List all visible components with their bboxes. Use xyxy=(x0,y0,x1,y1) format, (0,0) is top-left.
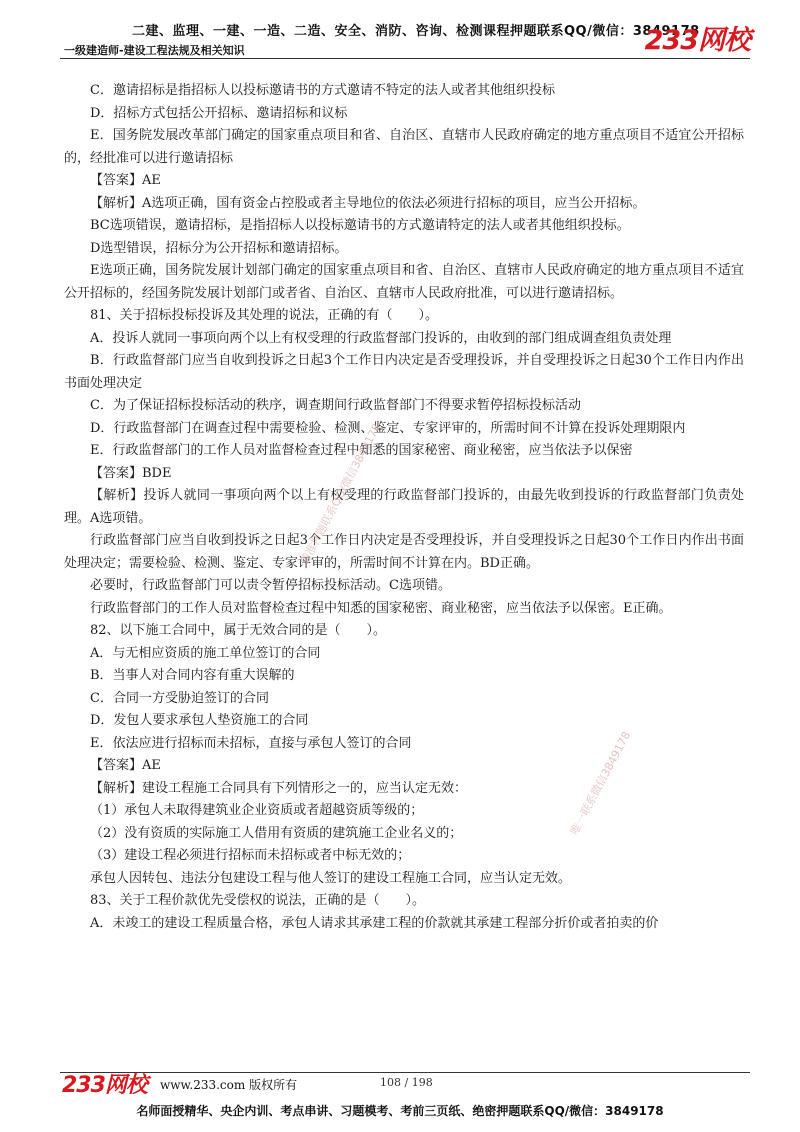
paragraph: B．行政监督部门应当自收到投诉之日起3个工作日内决定是否受理投诉，并自受理投诉之日起30个工作日内作出书面处理决定 xyxy=(64,353,744,391)
header-promo-line: 二建、监理、一建、一造、二造、安全、消防、咨询、检测课程押题联系QQ/微信：3849178 xyxy=(132,24,700,39)
paragraph: D选型错误，招标分为公开招标和邀请招标。 xyxy=(90,240,348,256)
paragraph: 【答案】BDE xyxy=(90,465,172,481)
header-logo: 233网校 xyxy=(644,25,750,56)
paragraph: D．行政监督部门在调查过程中需要检验、检测、鉴定、专家评审的，所需时间不计算在投诉处理期限内 xyxy=(90,420,686,436)
paragraph: （3）建设工程必须进行招标而未招标或者中标无效的； xyxy=(90,848,411,863)
paragraph: （1）承包人未取得建筑业企业资质或者超越资质等级的； xyxy=(90,803,424,818)
footer-logo: 233网校 xyxy=(62,1073,147,1098)
footer-copyright: www.233.com 版权所有 xyxy=(160,1078,298,1092)
header-subtitle: 一级建造师-建设工程法规及相关知识 xyxy=(64,44,245,57)
paragraph: 82、以下施工合同中，属于无效合同的是（ ）。 xyxy=(90,623,387,638)
paragraph: E选项正确，国务院发展计划部门确定的国家重点项目和省、自治区、直辖市人民政府确定的地方重点项目不适宜公开招标的，经国务院发展计划部门或者省、自治区、直辖市人民政府批准，可以进行邀请招标。 xyxy=(64,263,744,301)
paragraph: A．投诉人就同一事项向两个以上有权受理的行政监督部门投诉的，由收到的部门组成调查组负责处理 xyxy=(90,330,672,346)
paragraph: BC选项错误，邀请招标，是指招标人以投标邀请书的方式邀请特定的法人或者其他组织投标。 xyxy=(90,218,630,233)
paragraph: B．当事人对合同内容有重大误解的 xyxy=(90,668,295,683)
page-number: 108 / 198 xyxy=(380,1076,433,1089)
paragraph: A．与无相应资质的施工单位签订的合同 xyxy=(90,645,321,661)
paragraph: 承包人因转包、违法分包建设工程与他人签订的建设工程施工合同，应当认定无效。 xyxy=(90,870,572,886)
paragraph: D．招标方式包括公开招标、邀请招标和议标 xyxy=(90,105,348,121)
paragraph: C．邀请招标是指招标人以投标邀请书的方式邀请不特定的法人或者其他组织投标 xyxy=(90,83,555,98)
paragraph: 【答案】AE xyxy=(90,173,161,188)
footer-promo-line: 名师面授精华、央企内训、考点串讲、习题模考、考前三页纸、绝密押题联系QQ/微信：3849178 xyxy=(136,1104,664,1118)
paragraph: 【解析】A选项正确，国有资金占控股或者主导地位的依法必须进行招标的项目，应当公开招标。 xyxy=(90,195,646,211)
document-body xyxy=(64,80,744,935)
paragraph: （2）没有资质的实际施工人借用有资质的建筑施工企业名义的； xyxy=(90,825,463,841)
header-divider xyxy=(60,58,750,59)
paragraph: 行政监督部门的工作人员对监督检查过程中知悉的国家秘密、商业秘密，应当依法予以保密。E正确。 xyxy=(90,600,672,616)
watermark-text: 精准押题联系QQ/微信3849178 xyxy=(297,421,384,568)
paragraph: C．为了保证招标投标活动的秩序，调查期间行政监督部门不得要求暂停招标投标活动 xyxy=(90,398,581,413)
footer-divider xyxy=(60,1072,750,1073)
paragraph: 【答案】AE xyxy=(90,758,161,773)
watermark-text: 唯一联系微信3849178 xyxy=(567,729,634,838)
paragraph: E．行政监督部门的工作人员对监督检查过程中知悉的国家秘密、商业秘密，应当依法予以保密 xyxy=(90,443,633,458)
paragraph: A．未竣工的建设工程质量合格，承包人请求其承建工程的价款就其承建工程部分折价或者拍卖的价 xyxy=(90,915,659,931)
paragraph: D．发包人要求承包人垫资施工的合同 xyxy=(90,713,309,728)
page-header xyxy=(60,14,750,64)
paragraph: 【解析】建设工程施工合同具有下列情形之一的，应当认定无效： xyxy=(90,780,468,796)
paragraph: E．国务院发展改革部门确定的国家重点项目和省、自治区、直辖市人民政府确定的地方重点项目不适宜公开招标的，经批准可以进行邀请招标 xyxy=(64,128,744,166)
paragraph: 【解析】投诉人就同一事项向两个以上有权受理的行政监督部门投诉的，由最先收到投诉的行政监督部门负责处理。A选项错。 xyxy=(64,488,744,526)
paragraph: 83、关于工程价款优先受偿权的说法，正确的是（ ）。 xyxy=(90,893,426,908)
paragraph: 行政监督部门应当自收到投诉之日起3个工作日内决定是否受理投诉，并自受理投诉之日起30个工作日内作出书面处理决定；需要检验、检测、鉴定、专家评审的，所需时间不计算在内。BD正确。 xyxy=(64,533,744,571)
paragraph: C．合同一方受胁迫签订的合同 xyxy=(90,690,269,706)
paragraph: 81、关于招标投标投诉及其处理的说法，正确的有（ ）。 xyxy=(90,308,439,323)
paragraph: E．依法应进行招标而未招标，直接与承包人签订的合同 xyxy=(90,735,412,751)
paragraph: 必要时，行政监督部门可以责令暂停招标投标活动。C选项错。 xyxy=(90,578,451,593)
